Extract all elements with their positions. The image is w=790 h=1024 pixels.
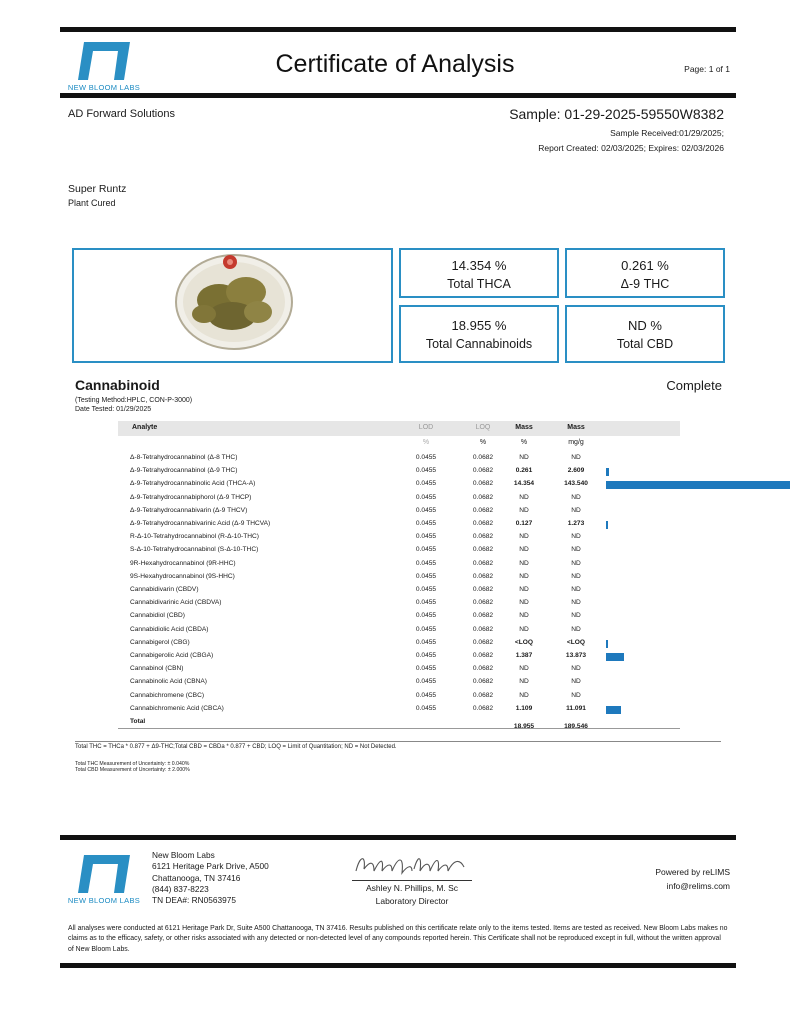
- signature: [352, 851, 472, 879]
- table-row: [118, 558, 680, 571]
- table-row: [118, 624, 680, 637]
- lab-logo-text: NEW BLOOM LABS: [67, 83, 141, 92]
- loq-value: 0.0682: [472, 612, 494, 620]
- lod-value: 0.0455: [415, 691, 437, 699]
- table-total-row: [118, 716, 680, 729]
- table-units: [118, 436, 680, 449]
- unit-mass-mg: mg/g: [568, 439, 584, 446]
- sample-photo: [74, 250, 391, 361]
- table-row: [118, 610, 680, 623]
- analyte-name: 9S-Hexahydrocannabinol (9S-HHC): [130, 572, 235, 580]
- lab-phone: (844) 837-8223: [152, 883, 209, 894]
- stat-d9-thc: [565, 248, 725, 298]
- analyte-name: Δ-9-Tetrahydrocannabinolic Acid (THCA-A): [130, 480, 256, 488]
- powered-by: Powered by reLIMS: [655, 867, 730, 877]
- table-row: [118, 676, 680, 689]
- lod-value: 0.0455: [415, 704, 437, 712]
- testing-method: (Testing Method:HPLC, CON-P-3000): [75, 397, 193, 404]
- loq-value: 0.0682: [472, 704, 494, 712]
- mass-bar: [606, 481, 790, 489]
- stat-value: 14.354 %: [451, 258, 507, 273]
- stat-total-thca: [399, 248, 559, 298]
- loq-value: 0.0682: [472, 691, 494, 699]
- total-pct: 18.955: [513, 723, 535, 730]
- stat-total-cannabinoids: [399, 305, 559, 363]
- mass-pct-value: ND: [519, 665, 529, 673]
- analyte-name: S-Δ-10-Tetrahydrocannabinol (S-Δ-10-THC): [130, 546, 259, 554]
- sample-id: Sample: 01-29-2025-59550W8382: [509, 106, 724, 122]
- lod-value: 0.0455: [415, 625, 437, 633]
- analyte-name: Cannabidiolic Acid (CBDA): [130, 625, 209, 633]
- table-row: [118, 650, 680, 663]
- mass-pct-value: 0.127: [515, 520, 533, 527]
- unit-mass-pct: %: [520, 439, 528, 446]
- lod-value: 0.0455: [415, 638, 437, 646]
- mass-pct-value: ND: [519, 572, 529, 580]
- loq-value: 0.0682: [472, 559, 494, 567]
- analyte-name: R-Δ-10-Tetrahydrocannabinol (R-Δ-10-THC): [130, 533, 259, 541]
- loq-value: 0.0682: [472, 480, 494, 488]
- mass-mg-value: 1.273: [567, 520, 585, 527]
- table-bottom-rule: [75, 741, 721, 742]
- sample-photo-frame: [72, 248, 393, 363]
- mass-bar: [606, 653, 624, 661]
- lod-value: 0.0455: [415, 678, 437, 686]
- lod-value: 0.0455: [415, 586, 437, 593]
- table-row: [118, 703, 680, 716]
- client-name: AD Forward Solutions: [68, 108, 175, 120]
- signer-title: Laboratory Director: [375, 896, 449, 906]
- stat-label: Total CBD: [616, 337, 674, 351]
- cbd-uncertainty: Total CBD Measurement of Uncertainty: ± 2.000%: [75, 767, 190, 773]
- footer-logo: [64, 855, 144, 905]
- analyte-name: Δ-9-Tetrahydrocannabivarinic Acid (Δ-9 THCVA): [130, 520, 271, 527]
- mass-mg-value: ND: [571, 546, 581, 554]
- mass-pct-value: ND: [519, 533, 529, 541]
- table-row: [118, 690, 680, 703]
- analyte-name: 9R-Hexahydrocannabinol (9R-HHC): [130, 559, 236, 567]
- analyte-name: Cannabinolic Acid (CBNA): [130, 678, 207, 686]
- document-title: Certificate of Analysis: [275, 50, 515, 78]
- date-tested: Date Tested: 01/29/2025: [75, 406, 152, 413]
- total-mg: 189.546: [564, 723, 588, 730]
- loq-value: 0.0682: [472, 599, 494, 607]
- mass-pct-value: ND: [519, 559, 529, 567]
- col-mass-mg: Mass: [567, 424, 585, 431]
- mass-pct-value: ND: [519, 586, 529, 593]
- mass-mg-value: ND: [571, 599, 581, 607]
- table-row: [118, 478, 680, 491]
- loq-value: 0.0682: [472, 546, 494, 554]
- section-status: Complete: [666, 378, 722, 393]
- mass-pct-value: 1.387: [515, 652, 533, 659]
- mass-mg-value: ND: [571, 454, 581, 461]
- mass-pct-value: ND: [519, 625, 529, 633]
- signer-name: Ashley N. Phillips, M. Sc: [365, 883, 459, 893]
- lab-address-block: [152, 850, 269, 906]
- signature-line: [352, 880, 472, 881]
- lod-value: 0.0455: [415, 599, 437, 607]
- disclaimer: All analyses were conducted at 6121 Heritage Park Dr, Suite A500 Chattanooga, TN 37416. Results published on this certificate relate only to the items tested. Items are tested as received. New Bloom Labs makes no claims as to the efficacy, safety, or other risks associated with any detected or non-detected level of any compounds reported herein. This Certificate shall not be reproduced except in full, without the written approval of New Bloom Labs.: [68, 925, 728, 953]
- mass-pct-value: ND: [519, 599, 529, 607]
- lab-address-line2: Chattanooga, TN 37416: [152, 872, 241, 883]
- mass-mg-value: 143.540: [564, 480, 588, 488]
- mass-bar: [606, 640, 608, 648]
- table-row: [118, 452, 680, 465]
- mass-pct-value: 0.261: [515, 467, 533, 475]
- footer-logo-icon: [78, 855, 130, 893]
- mass-pct-value: ND: [519, 454, 529, 461]
- loq-value: 0.0682: [472, 625, 494, 633]
- total-label: Total: [130, 718, 146, 725]
- lod-value: 0.0455: [415, 454, 437, 461]
- col-lod: LOD: [418, 424, 434, 431]
- report-dates: Report Created: 02/03/2025; Expires: 02/03/2026: [538, 143, 724, 153]
- mass-mg-value: ND: [571, 678, 581, 686]
- table-row: [118, 571, 680, 584]
- analyte-name: Δ-8-Tetrahydrocannabinol (Δ-8 THC): [130, 454, 238, 461]
- table-header: [118, 421, 680, 436]
- mass-mg-value: ND: [571, 559, 581, 567]
- mass-pct-value: ND: [519, 678, 529, 686]
- table-row: [118, 584, 680, 597]
- mass-pct-value: ND: [519, 691, 529, 699]
- lab-dea: TN DEA#: RN0563975: [152, 895, 236, 906]
- mass-mg-value: 13.873: [565, 652, 587, 659]
- mass-mg-value: ND: [571, 691, 581, 699]
- footer-top-rule: [60, 835, 736, 840]
- page-number: Page: 1 of 1: [684, 64, 730, 74]
- mass-mg-value: ND: [571, 506, 581, 514]
- lab-name: New Bloom Labs: [152, 850, 215, 860]
- loq-value: 0.0682: [472, 520, 494, 527]
- section-title: Cannabinoid: [75, 377, 160, 393]
- mass-mg-value: ND: [571, 533, 581, 541]
- stat-label: Δ-9 THC: [620, 277, 670, 291]
- loq-value: 0.0682: [472, 467, 494, 475]
- lod-value: 0.0455: [415, 546, 437, 554]
- mass-mg-value: 11.091: [566, 704, 586, 712]
- table-row: [118, 597, 680, 610]
- lab-address-line1: 6121 Heritage Park Drive, A500: [152, 861, 269, 872]
- analyte-name: Cannabigerol (CBG): [130, 638, 190, 646]
- lod-value: 0.0455: [415, 665, 437, 673]
- mass-mg-value: ND: [571, 572, 581, 580]
- mass-pct-value: ND: [519, 506, 529, 514]
- mass-mg-value: ND: [571, 625, 581, 633]
- mass-bar: [606, 521, 608, 529]
- mass-bar: [606, 468, 609, 476]
- mass-pct-value: ND: [519, 493, 529, 501]
- thc-uncertainty: Total THC Measurement of Uncertainty: ± 0.040%: [75, 761, 190, 767]
- unit-loq: %: [479, 439, 487, 446]
- analyte-name: Δ-9-Tetrahydrocannabivarin (Δ-9 THCV): [130, 506, 248, 514]
- analyte-name: Cannabidivarinic Acid (CBDVA): [130, 599, 222, 607]
- lod-value: 0.0455: [415, 520, 437, 527]
- lod-value: 0.0455: [415, 572, 437, 580]
- formula-note: Total THC = THCa * 0.877 + Δ9-THC;Total CBD = CBDa * 0.877 + CBD; LOQ = Limit of Quantitation; ND = Not Detected.: [75, 744, 397, 750]
- table-row: [118, 544, 680, 557]
- mass-mg-value: ND: [571, 586, 581, 593]
- analyte-name: Δ-9-Tetrahydrocannabinol (Δ-9 THC): [130, 467, 238, 475]
- col-analyte: Analyte: [132, 424, 158, 431]
- analyte-name: Cannabichromene (CBC): [130, 691, 205, 699]
- stat-value: 18.955 %: [451, 318, 507, 333]
- mass-mg-value: ND: [571, 612, 581, 620]
- analyte-name: Cannabigerolic Acid (CBGA): [130, 652, 214, 659]
- product-type: Plant Cured: [68, 198, 116, 208]
- footer-bottom-rule: [60, 963, 736, 968]
- lod-value: 0.0455: [415, 480, 437, 488]
- table-row: [118, 518, 680, 531]
- stat-total-cbd: [565, 305, 725, 363]
- analyte-name: Cannabinol (CBN): [130, 665, 184, 673]
- analyte-name: Δ-9-Tetrahydrocannabiphorol (Δ-9 THCP): [130, 493, 252, 501]
- contact-email: info@relims.com: [666, 881, 730, 891]
- col-mass-pct: Mass: [515, 424, 533, 431]
- stat-label: Total THCA: [447, 277, 511, 291]
- table-row: [118, 465, 680, 478]
- unit-lod: %: [422, 439, 430, 446]
- stat-value: 0.261 %: [621, 258, 669, 273]
- lod-value: 0.0455: [415, 612, 437, 620]
- loq-value: 0.0682: [472, 572, 494, 580]
- lod-value: 0.0455: [415, 533, 437, 541]
- loq-value: 0.0682: [472, 586, 494, 593]
- header-top-rule: [60, 27, 736, 32]
- loq-value: 0.0682: [472, 493, 494, 501]
- stat-label: Total Cannabinoids: [425, 337, 533, 351]
- mass-pct-value: <LOQ: [514, 638, 534, 646]
- sample-received: Sample Received:01/29/2025;: [610, 128, 724, 138]
- loq-value: 0.0682: [472, 533, 494, 541]
- lod-value: 0.0455: [415, 559, 437, 567]
- table-row: [118, 505, 680, 518]
- stat-value: ND %: [628, 318, 662, 333]
- col-loq: LOQ: [475, 424, 491, 431]
- mass-pct-value: 1.109: [515, 704, 533, 712]
- mass-bar: [606, 706, 621, 714]
- analyte-name: Cannabichromenic Acid (CBCA): [130, 704, 224, 712]
- loq-value: 0.0682: [472, 506, 494, 514]
- loq-value: 0.0682: [472, 665, 494, 673]
- mass-mg-value: ND: [571, 665, 581, 673]
- mass-mg-value: ND: [571, 493, 581, 501]
- mass-mg-value: 2.609: [567, 467, 585, 475]
- loq-value: 0.0682: [472, 678, 494, 686]
- header-bottom-rule: [60, 93, 736, 98]
- mass-pct-value: 14.354: [513, 480, 535, 488]
- table-row: [118, 663, 680, 676]
- table-row: [118, 492, 680, 505]
- analyte-name: Cannabidivarin (CBDV): [130, 586, 199, 593]
- mass-mg-value: <LOQ: [566, 638, 586, 646]
- table-row: [118, 637, 680, 650]
- mass-pct-value: ND: [519, 546, 529, 554]
- mass-pct-value: ND: [519, 612, 529, 620]
- analyte-name: Cannabidiol (CBD): [130, 612, 185, 620]
- footer-logo-text: NEW BLOOM LABS: [67, 896, 141, 905]
- lod-value: 0.0455: [415, 506, 437, 514]
- loq-value: 0.0682: [472, 652, 494, 659]
- loq-value: 0.0682: [472, 454, 494, 461]
- product-name: Super Runtz: [68, 183, 127, 195]
- lod-value: 0.0455: [415, 467, 437, 475]
- lod-value: 0.0455: [415, 493, 437, 501]
- loq-value: 0.0682: [472, 638, 494, 646]
- table-row: [118, 531, 680, 544]
- lod-value: 0.0455: [415, 652, 437, 659]
